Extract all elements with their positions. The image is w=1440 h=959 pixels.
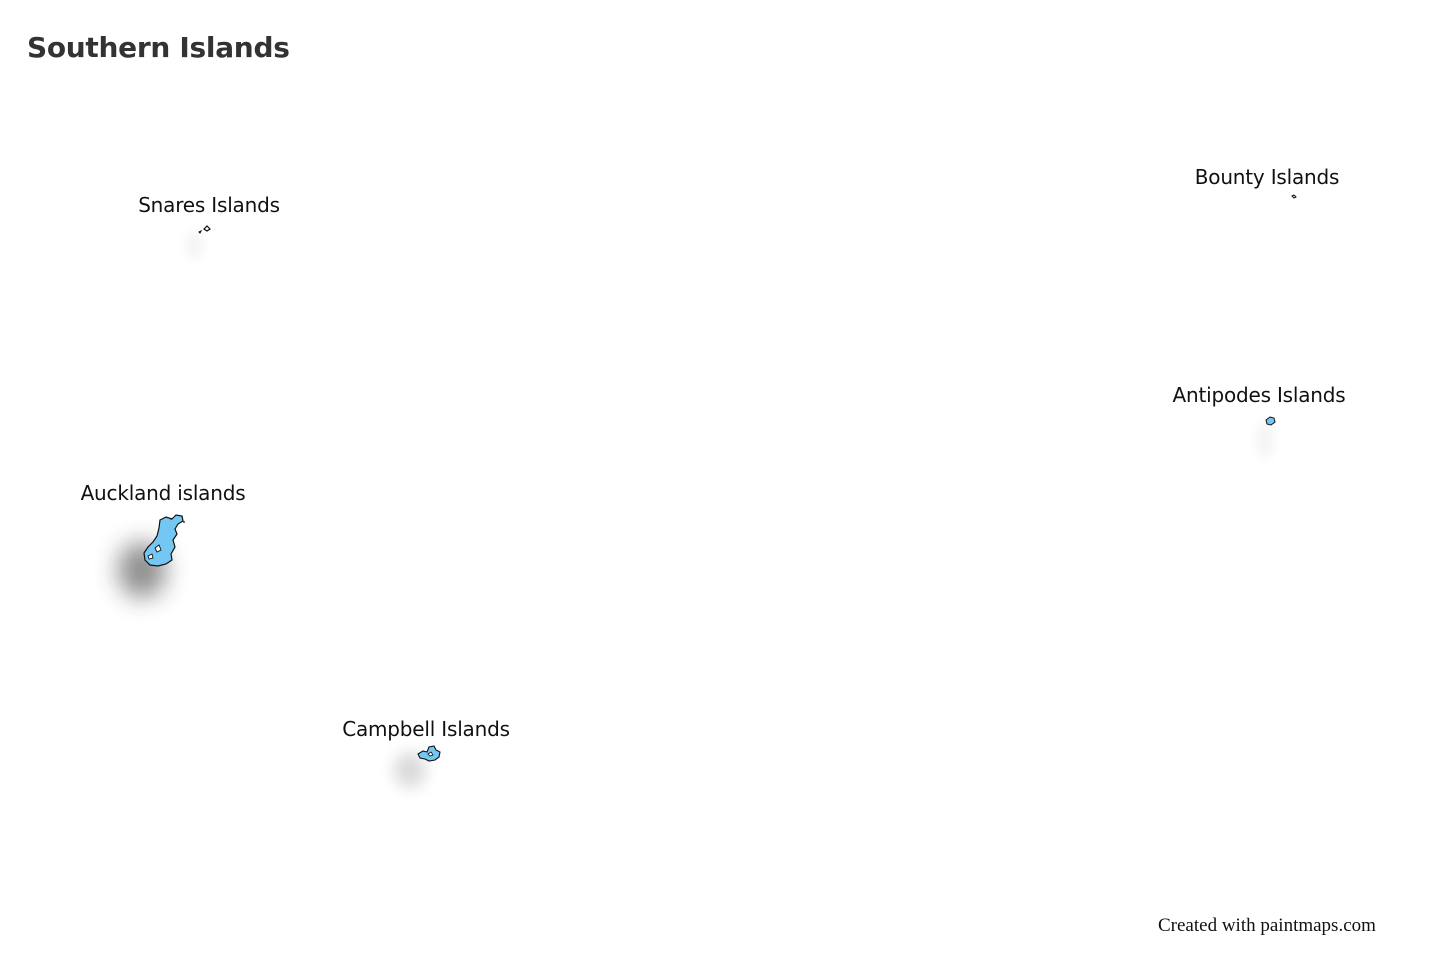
snares-islands-region[interactable] bbox=[186, 226, 210, 259]
label-campbell-islands: Campbell Islands bbox=[342, 717, 510, 741]
label-antipodes-islands: Antipodes Islands bbox=[1172, 383, 1346, 407]
antipodes-islands-region[interactable] bbox=[1257, 417, 1275, 458]
bounty-islands-region[interactable] bbox=[1292, 195, 1296, 198]
label-snares-islands: Snares Islands bbox=[138, 193, 280, 217]
credit-text: Created with paintmaps.com bbox=[1158, 915, 1376, 936]
campbell-islands-region[interactable] bbox=[394, 746, 440, 788]
label-auckland-islands: Auckland islands bbox=[80, 481, 246, 505]
auckland-islands-region[interactable] bbox=[118, 515, 185, 598]
map-title: Southern Islands bbox=[27, 30, 290, 64]
label-bounty-islands: Bounty Islands bbox=[1194, 165, 1340, 189]
